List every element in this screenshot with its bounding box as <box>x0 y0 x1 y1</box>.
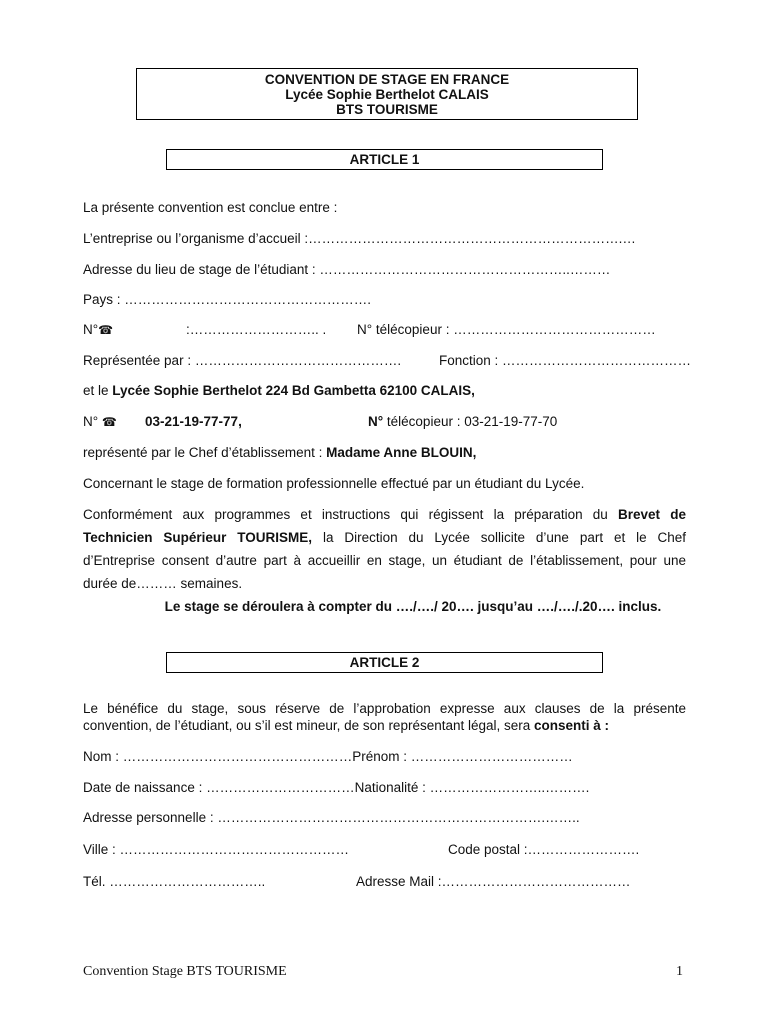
conf-text-1b: Brevet de <box>618 507 686 522</box>
page-number: 1 <box>676 964 683 979</box>
represente-prefix: représenté par le Chef d’établissement : <box>83 445 327 460</box>
tel-line <box>83 322 113 338</box>
lycee-line <box>83 383 475 399</box>
entreprise-line: L’entreprise ou l’organisme d’accueil :…………………………………………………………….… <box>83 231 636 246</box>
document-header-box <box>136 68 638 120</box>
article-2-title: ARTICLE 2 <box>349 655 420 670</box>
tel-value: :……………………….. . <box>186 322 327 337</box>
conformement-paragraph <box>83 503 686 595</box>
adresse-stage-line: Adresse du lieu de stage de l’étudiant : ………………………………………………..……… <box>83 262 611 277</box>
benef-row-1: Le bénéfice du stage, sous réserve de l’approbation expresse aux clauses de la présente <box>83 701 686 716</box>
stage-dates-line: Le stage se déroulera à compter du …./…./ 20…. jusqu’au …./…./.20…. inclus. <box>164 599 662 614</box>
lycee-fax-label: N° <box>368 414 384 429</box>
mail-line: Adresse Mail :…………………………………… <box>356 874 631 889</box>
conf-text-2a: Technicien Supérieur TOURISME, <box>83 530 313 545</box>
phone-icon: ☎ <box>101 415 117 429</box>
representee-line: Représentée par : ………………………………………. <box>83 353 402 368</box>
lycee-fax-line <box>368 414 557 430</box>
fonction-line: Fonction : …………………………………… <box>439 353 692 368</box>
article-1-title: ARTICLE 1 <box>349 152 420 167</box>
code-postal-line: Code postal :……………………. <box>448 842 640 857</box>
lycee-address: Lycée Sophie Berthelot 224 Bd Gambetta 62100 CALAIS, <box>112 383 475 398</box>
header-title: CONVENTION DE STAGE EN FRANCE <box>264 72 510 87</box>
naissance-line: Date de naissance : ……………………………Nationalité : ……………………..………. <box>83 780 590 795</box>
header-program: BTS TOURISME <box>336 102 438 117</box>
tel-label: N° <box>83 322 99 337</box>
concernant-line: Concernant le stage de formation professionnelle effectué par un étudiant du Lycée. <box>83 476 585 491</box>
lycee-tel-label: N° <box>83 414 99 429</box>
conf-row-4: durée de……… semaines. <box>83 576 243 591</box>
benef-text-2b: consenti à : <box>534 718 610 733</box>
lycee-tel-number: 03-21-19-77-77, <box>145 414 242 429</box>
lycee-tel-line <box>83 414 117 430</box>
tel-student-line: Tél. …………………………….. <box>83 874 266 889</box>
lycee-fax-number: télécopieur : 03-21-19-77-70 <box>383 414 558 429</box>
conf-text-2b: la Direction du Lycée sollicite d’une part et le Chef <box>312 530 687 545</box>
conf-row-3: d’Entreprise consent d’autre part à accueillir en stage, un étudiant de l’établissement, pour une <box>83 553 686 568</box>
chef-name: Madame Anne BLOUIN, <box>326 445 477 460</box>
benefice-paragraph <box>83 700 686 734</box>
phone-icon: ☎ <box>98 323 114 337</box>
fax-line: N° télécopieur : ……………………………………… <box>357 322 656 337</box>
conf-text-1a: Conformément aux programmes et instructions qui régissent la préparation du <box>83 507 619 522</box>
footer-title: Convention Stage BTS TOURISME <box>83 964 287 979</box>
represente-line <box>83 445 476 461</box>
header-school: Lycée Sophie Berthelot CALAIS <box>285 87 489 102</box>
nom-prenom-line: Nom : ……………………………………………Prénom : ……………………………… <box>83 749 573 764</box>
adresse-personnelle-line: Adresse personnelle : ……………………………………………………………….…….. <box>83 810 580 825</box>
lycee-prefix: et le <box>83 383 113 398</box>
conf-row-1 <box>83 503 686 526</box>
benef-text-2a: convention, de l’étudiant, ou s’il est mineur, de son représentant légal, sera <box>83 718 535 733</box>
conf-row-2 <box>83 526 686 549</box>
intro-text: La présente convention est conclue entre : <box>83 200 338 215</box>
ville-line: Ville : …………………………………………… <box>83 842 350 857</box>
article-1-heading <box>166 149 603 170</box>
benef-row-2 <box>83 717 686 734</box>
article-2-heading <box>166 652 603 673</box>
pays-line: Pays : ………………………………………………. <box>83 292 372 307</box>
